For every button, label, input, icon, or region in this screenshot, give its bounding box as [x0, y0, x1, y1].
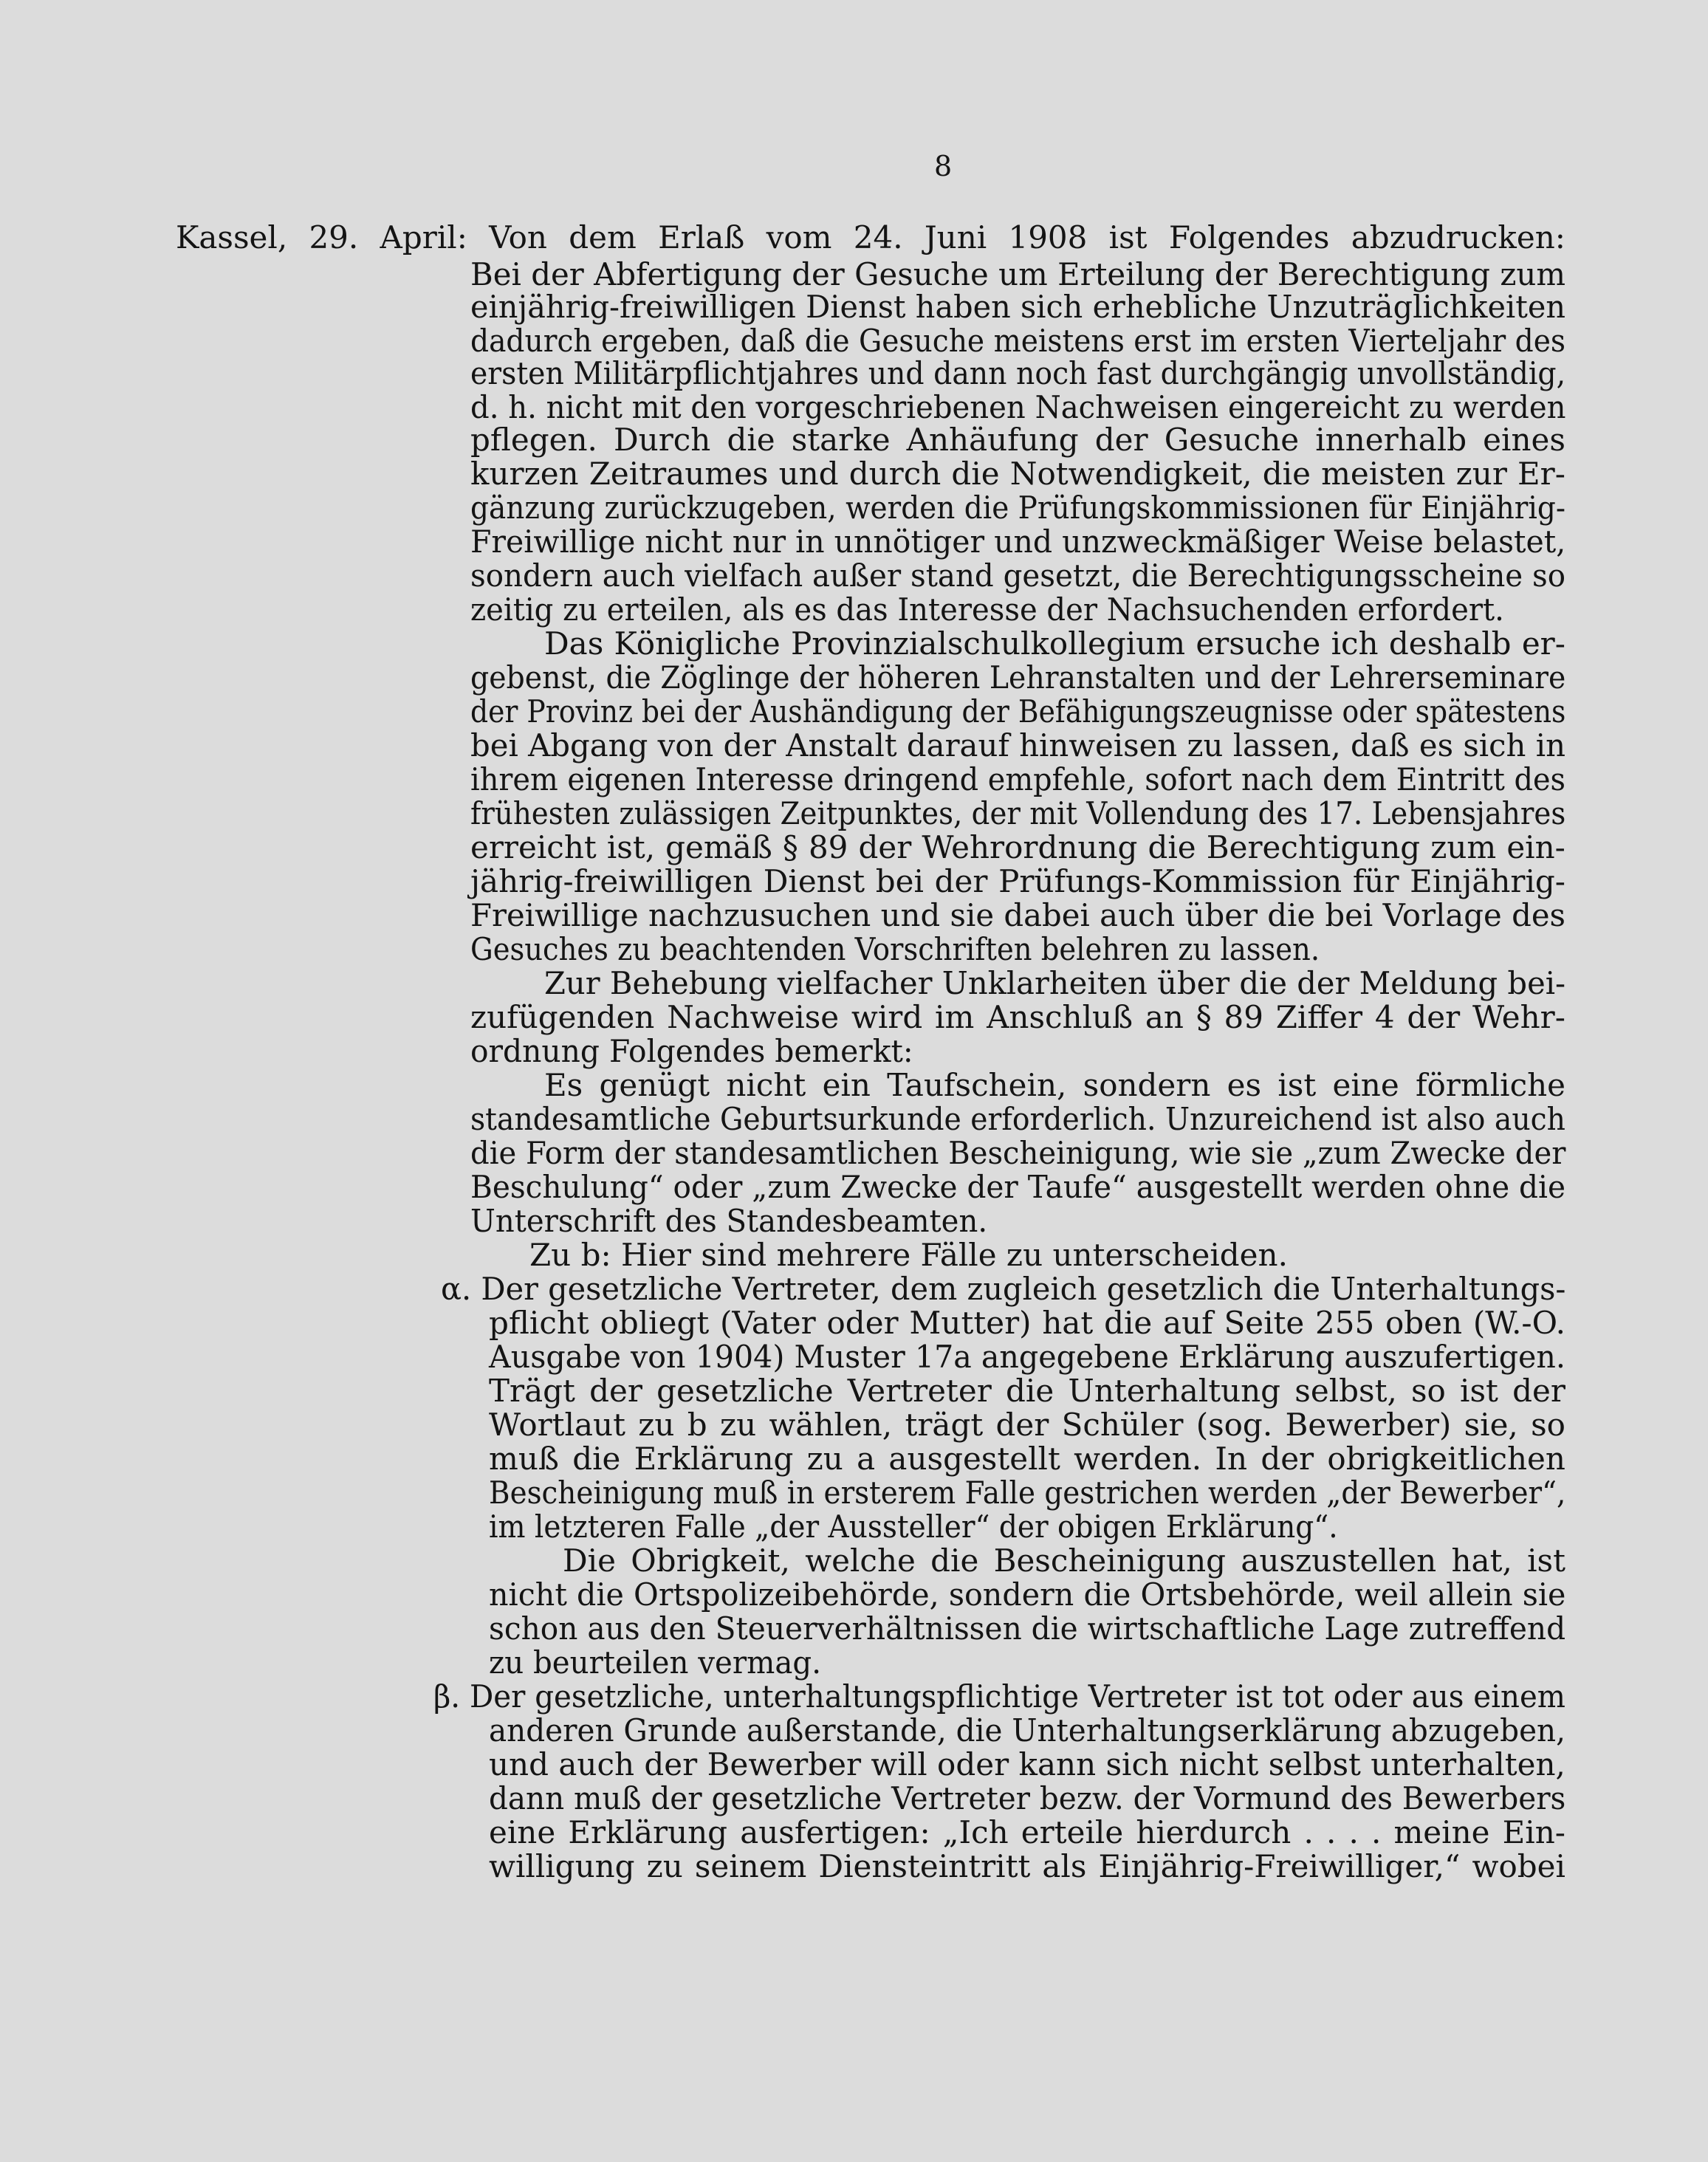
- text-line: frühesten zulässigen Zeitpunktes, der mit Vollendung des 17. Lebensjahres: [470, 795, 1566, 831]
- text-line: [489, 1849, 1565, 1884]
- word: Vertreter: [847, 1373, 992, 1409]
- word: welche: [805, 1542, 916, 1579]
- word: Unterhaltung: [1068, 1373, 1281, 1409]
- text-line: d. h. nicht mit den vorgeschriebenen Nachweisen eingereicht zu werden: [470, 389, 1566, 425]
- word: 4: [1374, 999, 1395, 1035]
- word: an: [1145, 999, 1184, 1035]
- word: selbst,: [1294, 1373, 1397, 1409]
- word: hat,: [1451, 1542, 1512, 1579]
- word: meine: [1393, 1814, 1490, 1850]
- text-line: schon aus den Steuerverhältnissen die wirtschaftliche Lage zutreffend: [489, 1610, 1566, 1647]
- word: Das: [544, 625, 604, 662]
- word: zum: [1430, 829, 1497, 865]
- word: Erlaß: [658, 219, 745, 255]
- word: seinem: [694, 1848, 807, 1884]
- word: durch: [848, 456, 942, 492]
- word: für: [1352, 863, 1399, 899]
- text-line: [470, 1000, 1565, 1035]
- word: und: [489, 1746, 549, 1782]
- word: trägt: [905, 1407, 984, 1443]
- word: Berechtigung: [1206, 829, 1421, 865]
- word: zur: [1455, 456, 1507, 492]
- word: Bescheinigung: [993, 1542, 1227, 1579]
- word: .: [1348, 1814, 1359, 1850]
- word: wobei: [1472, 1848, 1565, 1884]
- word: der: [995, 1407, 1049, 1443]
- text-line: [544, 1068, 1565, 1103]
- text-line: β. Der gesetzliche, unterhaltungspflichtige Vertreter ist tot oder aus einem: [433, 1678, 1565, 1715]
- word: Taufschein,: [887, 1067, 1067, 1103]
- word: Bewerber): [1285, 1407, 1452, 1443]
- word: sie,: [1464, 1407, 1518, 1443]
- text-line: [563, 1543, 1565, 1579]
- word: ist,: [606, 829, 656, 865]
- word: ein: [822, 1067, 871, 1103]
- word: im: [935, 999, 975, 1035]
- word: auch: [558, 1746, 635, 1782]
- word: Anschluß: [987, 999, 1133, 1035]
- text-line: Bescheinigung muß in ersterem Falle gestrichen werden „der Bewerber“,: [489, 1475, 1566, 1511]
- word: zu: [646, 1848, 683, 1884]
- text-line: nicht die Ortspolizeibehörde, sondern die Ortsbehörde, weil allein sie: [489, 1576, 1566, 1613]
- word: ersuche: [1196, 625, 1321, 662]
- word: sich: [1105, 1746, 1170, 1782]
- word: wählen,: [769, 1407, 893, 1443]
- word: ich: [1331, 625, 1379, 662]
- word: ausfertigen:: [740, 1814, 930, 1850]
- word: der: [1261, 1441, 1314, 1477]
- word: ausgestellt: [888, 1441, 1060, 1477]
- text-line: [176, 220, 1565, 255]
- word: .: [1371, 1814, 1382, 1850]
- word: „Ich: [942, 1814, 1009, 1850]
- word: die: [951, 456, 1000, 492]
- word: pflegen.: [470, 422, 597, 458]
- word: die: [1006, 1373, 1054, 1409]
- word: bei: [875, 863, 924, 899]
- word: 1908: [1008, 219, 1088, 255]
- word: Dienst: [763, 863, 865, 899]
- text-line: Beschulung“ oder „zum Zwecke der Taufe“ ausgestellt werden ohne die: [470, 1169, 1565, 1205]
- word: selbst: [1268, 1746, 1361, 1782]
- word: der: [1094, 422, 1148, 458]
- word: meisten: [1321, 456, 1446, 492]
- word: Juni: [924, 219, 987, 255]
- word: (W.-O.: [1472, 1305, 1565, 1341]
- word: Diensteintritt: [818, 1848, 1031, 1884]
- word: Folgendes: [1168, 219, 1330, 255]
- text-line: anderen Grunde außerstande, die Unterhaltungserklärung abzugeben,: [489, 1712, 1565, 1749]
- word: zu: [719, 1407, 757, 1443]
- word: wird: [851, 999, 923, 1035]
- word: .: [1303, 1814, 1314, 1850]
- word: und: [778, 456, 839, 492]
- word: nicht: [1179, 1746, 1259, 1782]
- text-line: ersten Militärpflichtjahres und dann noch fast durchgängig unvollständig,: [470, 355, 1566, 391]
- text-line: sondern auch vielfach außer stand gesetzt, die Berechtigungsscheine so: [470, 557, 1565, 594]
- word: Einjährig-: [1410, 863, 1565, 899]
- word: ist: [1108, 219, 1148, 255]
- text-line: Unterschrift des Standesbeamten.: [470, 1203, 988, 1239]
- word: Wortlaut: [489, 1407, 625, 1443]
- word: starke: [791, 422, 891, 458]
- page-number: 8: [934, 150, 953, 182]
- text-line: ordnung Folgendes bemerkt:: [470, 1033, 913, 1069]
- word: die: [727, 422, 775, 458]
- word: unterhalten,: [1371, 1746, 1565, 1782]
- text-line: gänzung zurückzugeben, werden die Prüfungskommissionen für Einjährig-: [470, 490, 1565, 526]
- word: a: [857, 1441, 876, 1477]
- text-line: [489, 1815, 1565, 1850]
- text-line: die Form der standesamtlichen Bescheinigung, wie sie „zum Zwecke der: [470, 1135, 1566, 1171]
- word: erreicht: [470, 829, 597, 865]
- word: gesetzliche: [656, 1373, 834, 1409]
- word: In: [1215, 1441, 1248, 1477]
- word: Die: [563, 1542, 616, 1579]
- word: Wehr-: [1472, 999, 1565, 1035]
- word: Einjährig-Freiwilliger,“: [1098, 1848, 1461, 1884]
- word: die: [1104, 1305, 1153, 1341]
- word: 89: [808, 829, 848, 865]
- word: deshalb: [1388, 625, 1512, 662]
- text-line: [489, 1305, 1565, 1341]
- word: hierdurch: [1136, 1814, 1292, 1850]
- word: Trägt: [489, 1373, 575, 1409]
- word: innerhalb: [1315, 422, 1467, 458]
- text-line: ihrem eigenen Interesse dringend empfehle, sofort nach dem Eintritt des: [470, 761, 1565, 797]
- word: April:: [380, 219, 467, 255]
- word: pflicht: [489, 1305, 589, 1341]
- text-line: [544, 626, 1565, 662]
- word: Mutter): [909, 1305, 1032, 1341]
- word: Anhäufung: [906, 422, 1079, 458]
- word: Kassel,: [176, 219, 288, 255]
- text-line: dadurch ergeben, daß die Gesuche meistens erst im ersten Vierteljahr des: [470, 323, 1565, 359]
- word: jährig-freiwilligen: [470, 863, 753, 899]
- word: der: [1512, 1373, 1565, 1409]
- text-line: Zur Behebung vielfacher Unklarheiten über die der Meldung bei-: [544, 965, 1566, 1001]
- word: auf: [1163, 1305, 1213, 1341]
- word: gemäß: [665, 829, 772, 865]
- word: 255: [1315, 1305, 1375, 1341]
- word: werden.: [1074, 1441, 1202, 1477]
- word: so: [1411, 1373, 1446, 1409]
- text-line: Zu b: Hier sind mehrere Fälle zu unterscheiden.: [529, 1237, 1288, 1273]
- word: nicht: [726, 1067, 806, 1103]
- word: Ziffer: [1275, 999, 1363, 1035]
- text-line: Freiwillige nicht nur in unnötiger und unzweckmäßiger Weise belastet,: [470, 524, 1566, 560]
- word: Gesuche: [1164, 422, 1300, 458]
- word: sondern: [1083, 1067, 1211, 1103]
- text-line: [489, 1407, 1565, 1443]
- word: Durch: [613, 422, 711, 458]
- word: ein-: [1506, 829, 1565, 865]
- word: zu: [806, 1441, 843, 1477]
- text-line: Gesuches zu beachtenden Vorschriften belehren zu lassen.: [470, 931, 1320, 967]
- word: b: [687, 1407, 707, 1443]
- word: so: [1531, 1407, 1565, 1443]
- word: die: [930, 1542, 979, 1579]
- word: obrigkeitlichen: [1327, 1441, 1565, 1477]
- word: Nachweise: [667, 999, 840, 1035]
- text-line: [489, 1747, 1565, 1782]
- word: der: [934, 863, 988, 899]
- word: Bewerber: [707, 1746, 862, 1782]
- word: Erklärung: [568, 1814, 728, 1850]
- text-line: α. Der gesetzliche Vertreter, dem zugleich gesetzlich die Unterhaltungs-: [441, 1271, 1566, 1307]
- word: Seite: [1224, 1305, 1305, 1341]
- word: obliegt: [600, 1305, 710, 1341]
- word: zufügenden: [470, 999, 655, 1035]
- word: Provinzialschulkollegium: [790, 625, 1186, 662]
- word: abzudrucken:: [1351, 219, 1565, 255]
- text-line: Ausgabe von 1904) Muster 17a angegebene Erklärung auszufertigen.: [489, 1339, 1565, 1375]
- word: oder: [937, 1746, 1009, 1782]
- word: auszustellen: [1241, 1542, 1437, 1579]
- word: der: [644, 1746, 698, 1782]
- word: ist: [1277, 1067, 1317, 1103]
- text-line: einjährig-freiwilligen Dienst haben sich erhebliche Unzuträglichkeiten: [470, 289, 1565, 325]
- text-line: gebenst, die Zöglinge der höheren Lehranstalten und der Lehrerseminare: [470, 659, 1566, 696]
- word: Von: [489, 219, 547, 255]
- word: erteile: [1021, 1814, 1124, 1850]
- word: willigung: [489, 1848, 635, 1884]
- word: Ein-: [1502, 1814, 1565, 1850]
- word: kann: [1018, 1746, 1097, 1782]
- word: dem: [569, 219, 637, 255]
- word: oben: [1385, 1305, 1463, 1341]
- word: er-: [1521, 625, 1565, 662]
- word: ist: [1527, 1542, 1565, 1579]
- word: die: [572, 1441, 621, 1477]
- text-line: im letzteren Falle „der Aussteller“ der obigen Erklärung“.: [489, 1509, 1338, 1545]
- word: eine: [1332, 1067, 1399, 1103]
- word: kurzen: [470, 456, 579, 492]
- word: hat: [1042, 1305, 1094, 1341]
- word: die: [1148, 829, 1196, 865]
- word: Wehrordnung: [922, 829, 1138, 865]
- text-line: [470, 864, 1565, 899]
- text-line: standesamtliche Geburtsurkunde erforderlich. Unzureichend ist also auch: [470, 1101, 1565, 1137]
- word: 89: [1224, 999, 1263, 1035]
- word: Schüler: [1061, 1407, 1184, 1443]
- text-line: Bei der Abfertigung der Gesuche um Erteilung der Berechtigung zum: [470, 256, 1565, 292]
- word: (sog.: [1196, 1407, 1273, 1443]
- word: muß: [489, 1441, 559, 1477]
- text-line: [470, 830, 1565, 865]
- word: der: [858, 829, 912, 865]
- text-line: zu beurteilen vermag.: [489, 1644, 822, 1681]
- word: 29.: [309, 219, 359, 255]
- word: förmliche: [1415, 1067, 1565, 1103]
- word: als: [1042, 1848, 1087, 1884]
- word: eines: [1483, 422, 1565, 458]
- text-line: dann muß der gesetzliche Vertreter bezw. der Vormund des Bewerbers: [489, 1780, 1566, 1816]
- text-line: Freiwillige nachzusuchen und sie dabei auch über die bei Vorlage des: [470, 897, 1565, 933]
- text-line: [470, 422, 1565, 458]
- word: Erklärung: [634, 1441, 794, 1477]
- word: zu: [638, 1407, 675, 1443]
- word: genügt: [599, 1067, 710, 1103]
- text-line: [489, 1441, 1565, 1477]
- text-line: bei Abgang von der Anstalt darauf hinweisen zu lassen, daß es sich in: [470, 727, 1565, 763]
- word: §: [782, 829, 798, 865]
- text-line: [489, 1373, 1565, 1409]
- word: (Vater: [720, 1305, 816, 1341]
- word: .: [1325, 1814, 1337, 1850]
- word: der: [1407, 999, 1461, 1035]
- word: vom: [766, 219, 832, 255]
- word: Notwendigkeit,: [1009, 456, 1252, 492]
- text-line: zeitig zu erteilen, als es das Interesse der Nachsuchenden erfordert.: [470, 591, 1504, 628]
- word: eine: [489, 1814, 556, 1850]
- word: Er-: [1517, 456, 1565, 492]
- word: ist: [1460, 1373, 1498, 1409]
- word: es: [1227, 1067, 1262, 1103]
- text-line: [470, 456, 1565, 492]
- word: die: [1262, 456, 1311, 492]
- word: 24.: [853, 219, 903, 255]
- text-line: der Provinz bei der Aushändigung der Befähigungszeugnisse oder spätestens: [470, 693, 1566, 730]
- word: Königliche: [614, 625, 781, 662]
- word: oder: [826, 1305, 899, 1341]
- word: Obrigkeit,: [631, 1542, 790, 1579]
- word: der: [589, 1373, 642, 1409]
- word: Zeitraumes: [589, 456, 769, 492]
- word: will: [871, 1746, 927, 1782]
- word: §: [1196, 999, 1212, 1035]
- word: Prüfungs-Kommission: [998, 863, 1342, 899]
- word: Es: [544, 1067, 583, 1103]
